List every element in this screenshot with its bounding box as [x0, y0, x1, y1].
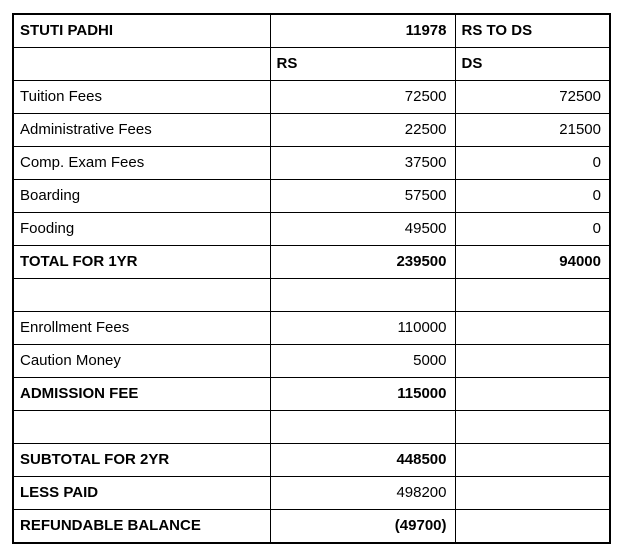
table-row-fooding: [13, 213, 610, 246]
table-row-less-paid: [13, 477, 610, 510]
cell-spacer-1-ds: [455, 279, 610, 312]
cell-refundable-balance-rs: (49700): [270, 510, 455, 544]
cell-subtotal-for-2yr-rs: 448500: [270, 444, 455, 477]
table-row-caution-money: [13, 345, 610, 378]
cell-comp-exam-fees-ds: 0: [455, 147, 610, 180]
cell-spacer-2-item: [13, 411, 270, 444]
cell-refundable-balance-item: REFUNDABLE BALANCE: [13, 510, 270, 544]
cell-administrative-fees-rs: 22500: [270, 114, 455, 147]
cell-fooding-item: Fooding: [13, 213, 270, 246]
cell-enrollment-fees-item: Enrollment Fees: [13, 312, 270, 345]
cell-caution-money-item: Caution Money: [13, 345, 270, 378]
cell-header-student-rs: 11978: [270, 14, 455, 48]
cell-administrative-fees-ds: 21500: [455, 114, 610, 147]
cell-tuition-fees-ds: 72500: [455, 81, 610, 114]
cell-header-columns-item: [13, 48, 270, 81]
table-row-header-columns: [13, 48, 610, 81]
cell-admission-fee-ds: [455, 378, 610, 411]
fee-statement: [12, 13, 611, 544]
table-row-spacer-2: [13, 411, 610, 444]
cell-comp-exam-fees-item: Comp. Exam Fees: [13, 147, 270, 180]
table-row-tuition-fees: [13, 81, 610, 114]
table-row-header-student: [13, 14, 610, 48]
cell-refundable-balance-ds: [455, 510, 610, 544]
cell-admission-fee-item: ADMISSION FEE: [13, 378, 270, 411]
fee-table: [12, 13, 611, 544]
cell-boarding-ds: 0: [455, 180, 610, 213]
cell-admission-fee-rs: 115000: [270, 378, 455, 411]
table-row-total-for-1yr: [13, 246, 610, 279]
table-row-refundable-balance: [13, 510, 610, 544]
cell-fooding-ds: 0: [455, 213, 610, 246]
cell-subtotal-for-2yr-ds: [455, 444, 610, 477]
cell-spacer-1-rs: [270, 279, 455, 312]
cell-less-paid-ds: [455, 477, 610, 510]
cell-spacer-2-rs: [270, 411, 455, 444]
cell-header-columns-rs: RS: [270, 48, 455, 81]
cell-enrollment-fees-ds: [455, 312, 610, 345]
cell-boarding-item: Boarding: [13, 180, 270, 213]
cell-comp-exam-fees-rs: 37500: [270, 147, 455, 180]
cell-enrollment-fees-rs: 110000: [270, 312, 455, 345]
cell-less-paid-item: LESS PAID: [13, 477, 270, 510]
cell-spacer-1-item: [13, 279, 270, 312]
cell-spacer-2-ds: [455, 411, 610, 444]
table-row-administrative-fees: [13, 114, 610, 147]
cell-less-paid-rs: 498200: [270, 477, 455, 510]
cell-header-columns-ds: DS: [455, 48, 610, 81]
cell-tuition-fees-item: Tuition Fees: [13, 81, 270, 114]
table-row-comp-exam-fees: [13, 147, 610, 180]
cell-total-for-1yr-ds: 94000: [455, 246, 610, 279]
cell-total-for-1yr-item: TOTAL FOR 1YR: [13, 246, 270, 279]
cell-fooding-rs: 49500: [270, 213, 455, 246]
cell-caution-money-rs: 5000: [270, 345, 455, 378]
cell-boarding-rs: 57500: [270, 180, 455, 213]
cell-total-for-1yr-rs: 239500: [270, 246, 455, 279]
table-row-enrollment-fees: [13, 312, 610, 345]
cell-tuition-fees-rs: 72500: [270, 81, 455, 114]
cell-caution-money-ds: [455, 345, 610, 378]
cell-header-student-item: STUTI PADHI: [13, 14, 270, 48]
fee-table-body: [13, 14, 610, 543]
table-row-subtotal-for-2yr: [13, 444, 610, 477]
table-row-admission-fee: [13, 378, 610, 411]
cell-header-student-ds: RS TO DS: [455, 14, 610, 48]
cell-administrative-fees-item: Administrative Fees: [13, 114, 270, 147]
table-row-spacer-1: [13, 279, 610, 312]
cell-subtotal-for-2yr-item: SUBTOTAL FOR 2YR: [13, 444, 270, 477]
table-row-boarding: [13, 180, 610, 213]
